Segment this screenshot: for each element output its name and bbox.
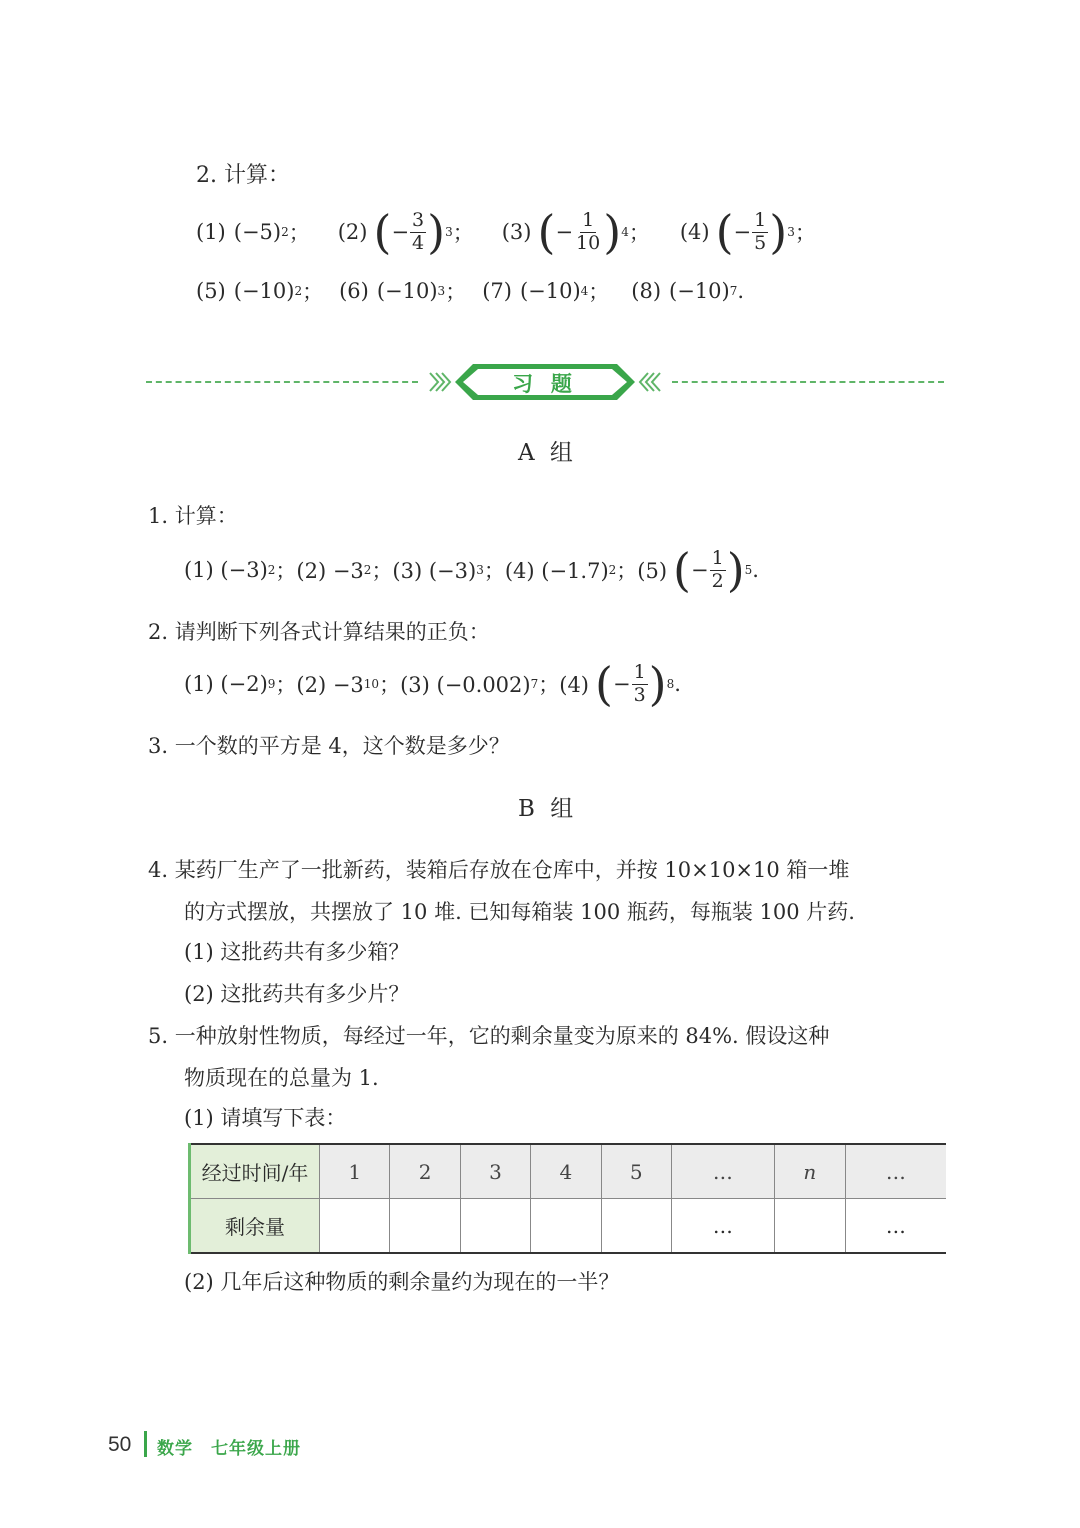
a-q2-text: 2. 请判断下列各式计算结果的正负： [148,620,490,644]
footer-subject: 数学 [157,1439,193,1458]
item-2-label: (2) [337,220,368,244]
a-q2-exp-1: 9 [267,677,276,691]
table-header-cell: 4 [531,1144,601,1199]
item-7-label: (7) [482,279,512,303]
a-q1-part-4: ；(4) (−1.7) [483,559,609,583]
a-q1-part-3: ；(3) (−3) [371,559,477,583]
table-header-cell: n [774,1144,845,1199]
exercise-banner [425,361,665,403]
a-q1-expressions: (1) (−3) 2 ；(2) −3 2 ；(3) (−3) 3 ；(4) (−1.7) 2 ；(5) ( − $\frac{1}{2}$ ) 5 . [184,543,759,597]
b-q4-sub-2: (2) 这批药共有多少片？ [184,982,410,1006]
table-header-cell: 5 [601,1144,671,1199]
item-2-exp: 3 [445,225,453,239]
b-q5-sub-2: (2) 几年后这种物质的剩余量约为现在的一半？ [184,1270,620,1294]
item-1-end: ； [288,221,310,245]
item-1-label: (1) [196,220,226,244]
exercise-heading: 2. 计算： [196,163,290,188]
b-q4-sub-1: (1) 这批药共有多少箱？ [184,940,410,964]
table-header-cell: … [845,1144,946,1199]
item-8-label: (8) [631,279,662,303]
item-5-base: (−10) [233,279,295,303]
item-3-exp: 4 [621,225,629,239]
table-header-row [190,1144,947,1199]
b-q4-line-2: 的方式摆放，共摆放了 10 堆. 已知每箱装 100 瓶药，每瓶装 100 片药. [184,900,855,924]
table-cell[interactable] [460,1199,530,1254]
item-5-exp: 2 [294,284,303,298]
a-q1-fraction: $\frac{1}{2}$ [711,546,724,592]
item-2-end: ； [452,221,474,245]
group-b-title: B 组 [518,796,578,822]
table-cell[interactable] [531,1199,601,1254]
a-q1-part-5: ；(5) [616,559,668,583]
footer-divider [144,1431,147,1457]
table-header-cell: 1 [320,1144,390,1199]
item-4-end: ； [794,221,816,245]
page-number: 50 [108,1433,132,1456]
a-q2-fraction: $\frac{1}{3}$ [633,660,646,706]
item-6-label: (6) [339,279,369,303]
a-q1-exp-2: 2 [363,563,372,577]
a-q1-exp-4: 2 [608,563,617,577]
table-cell: 剩余量 [190,1199,320,1254]
banner-title: 习 题 [512,373,578,396]
item-5-end: ； [302,280,324,304]
a-q2-part-3: ；(3) (−0.002) [379,673,531,697]
table-header-cell: 经过时间/年 [190,1144,320,1199]
item-8-exp: 7 [729,284,738,298]
item-4-exp: 3 [787,225,795,239]
a-q2-part-1: (1) (−2) [184,672,268,696]
a-q3-text: 3. 一个数的平方是 4，这个数是多少？ [148,734,510,758]
a-q2-expressions: (1) (−2) 9 ；(2) −3 10 ；(3) (−0.002) 7 ；(4) ( − $\frac{1}{3}$ ) 8 . [184,657,681,711]
exercise-row-1: (1) (−5) 2 ； (2) ( − $\frac{3}{4}$ ) 3 ； (3) ( − $\frac{1}{10}$ ) 4 ； (4) ( − $\frac{1}{5}$ ) 3 ； [196,205,816,259]
table-cell[interactable] [320,1199,390,1254]
decay-table [188,1143,946,1254]
a-q1-part-2: ；(2) −3 [275,559,364,583]
table-header-cell: 3 [460,1144,530,1199]
item-7-exp: 4 [580,284,589,298]
item-6-exp: 3 [437,284,446,298]
a-q1-exp-3: 3 [476,563,484,577]
item-1-exp: 2 [281,225,289,239]
footer-book-title [157,1434,301,1459]
table-cell: … [845,1199,946,1254]
b-q5-sub-1: (1) 请填写下表： [184,1106,347,1130]
item-8-end: . [737,279,745,303]
banner-divider-right [672,381,944,383]
a-q2-exp-2: 10 [363,677,380,691]
table-row [190,1199,947,1254]
a-q2-end: . [674,672,681,696]
table-cell[interactable] [774,1199,845,1254]
a-q1-exp-5: 5 [744,563,753,577]
a-q2-exp-4: 8 [666,677,675,691]
exercise-row-2 [196,276,744,306]
a-q1-part-1: (1) (−3) [184,558,268,582]
item-1-base: (−5) [233,220,282,244]
a-q2-part-2: ；(2) −3 [275,673,364,697]
item-7-end: ； [588,280,610,304]
item-6-base: (−10) [376,279,438,303]
item-5-label: (5) [196,279,226,303]
group-a-title: A 组 [518,440,577,466]
item-3-end: ； [628,221,650,245]
item-3-fraction: $\frac{1}{10}$ [576,208,601,254]
item-7-base: (−10) [519,279,581,303]
footer-book: 七年级上册 [211,1439,301,1458]
a-q2-part-4: ；(4) [538,673,589,697]
a-q1-exp-1: 2 [267,563,276,577]
table-cell: … [671,1199,774,1254]
a-q1-text: 1. 计算： [148,504,238,528]
table-cell[interactable] [601,1199,671,1254]
table-header-cell: 2 [390,1144,460,1199]
a-q2-exp-3: 7 [530,677,539,691]
item-4-label: (4) [679,220,710,244]
table-cell[interactable] [390,1199,460,1254]
b-q4-line-1: 4. 某药厂生产了一批新药，装箱后存放在仓库中，并按 10×10×10 箱一堆 [148,858,850,882]
item-8-base: (−10) [669,279,730,303]
b-q5-line-2: 物质现在的总量为 1. [184,1066,379,1090]
item-6-end: ； [445,280,467,304]
banner-divider-left [146,381,418,383]
b-q5-line-1: 5. 一种放射性物质，每经过一年，它的剩余量变为原来的 84%. 假设这种 [148,1024,830,1048]
table-header-cell: … [671,1144,774,1199]
item-4-fraction: $\frac{1}{5}$ [754,208,767,254]
item-3-label: (3) [501,220,532,244]
a-q1-end: . [752,558,759,582]
item-2-fraction: $\frac{3}{4}$ [412,208,425,254]
